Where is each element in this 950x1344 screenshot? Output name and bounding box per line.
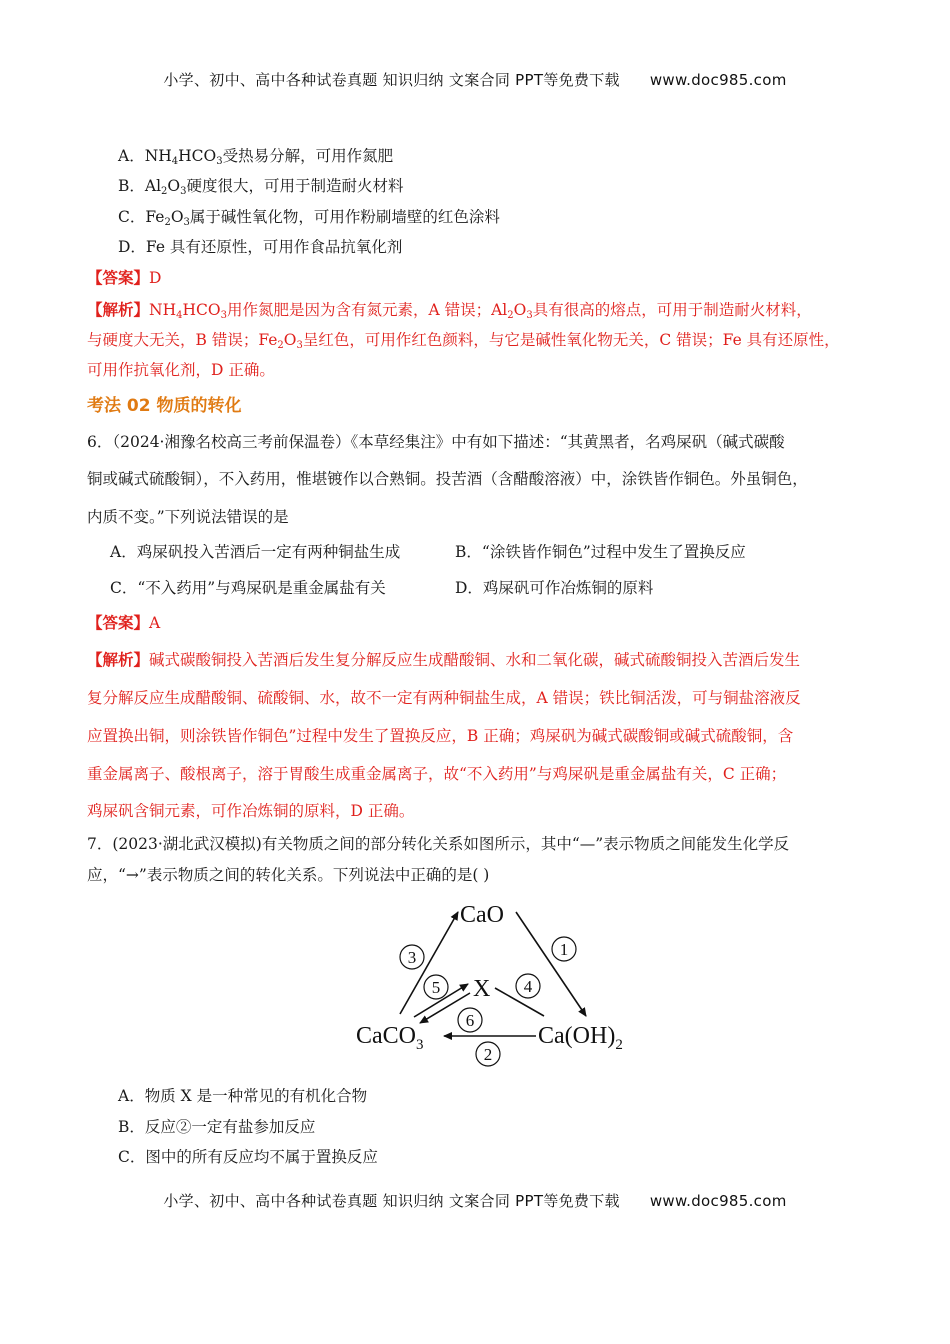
q5-analysis-line-3: 可用作抗氧化剂，D 正确。 bbox=[87, 361, 275, 379]
q6-analysis-line-2: 复分解反应生成醋酸铜、硫酸铜、水，故不一定有两种铜盐生成，A 错误；铁比铜活泼，可与铜盐溶液反 bbox=[87, 689, 801, 707]
svg-text:4: 4 bbox=[523, 977, 533, 996]
q6-analysis-line-4: 重金属离子、酸根离子，溶于胃酸生成重金属离子，故“不入药用”与鸡屎矾是重金属盐有关，C 正确； bbox=[87, 765, 787, 783]
q6-stem-line-1: 6．（2024·湘豫名校高三考前保温卷）《本草经集注》中有如下描述：“其黄黑者，名鸡屎矾（碱式碳酸 bbox=[87, 433, 785, 451]
footer-url[interactable]: www.doc985.com bbox=[649, 1192, 787, 1210]
svg-text:3: 3 bbox=[407, 948, 417, 967]
page-footer bbox=[0, 1190, 950, 1211]
answer-tag: 【答案】 bbox=[87, 613, 150, 632]
q6-option-a: A．鸡屎矾投入苦酒后一定有两种铜盐生成 bbox=[110, 543, 401, 561]
q6-option-c: C．“不入药用”与鸡屎矾是重金属盐有关 bbox=[110, 579, 386, 597]
q6-answer bbox=[87, 611, 160, 633]
node-x: X bbox=[473, 976, 491, 1002]
header-text: 小学、初中、高中各种试卷真题 知识归纳 文案合同 PPT等免费下载 bbox=[163, 71, 620, 89]
svg-text:2: 2 bbox=[483, 1045, 493, 1064]
q7-option-c: C．图中的所有反应均不属于置换反应 bbox=[118, 1148, 378, 1166]
q7-option-a: A．物质 X 是一种常见的有机化合物 bbox=[118, 1087, 368, 1105]
answer-value: A bbox=[149, 614, 161, 632]
circle-label-r2 bbox=[476, 1042, 500, 1066]
q5-option-a: A．$NH_4HCO_3$受热易分解，可用作氮肥 bbox=[118, 147, 394, 167]
answer-value: D bbox=[149, 269, 162, 287]
circle-label-r1 bbox=[552, 937, 576, 961]
conversion-diagram bbox=[350, 890, 640, 1070]
circle-label-r4 bbox=[516, 974, 540, 998]
q7-option-b: B．反应②一定有盐参加反应 bbox=[118, 1118, 316, 1136]
q6-stem-line-2: 铜或碱式硫酸铜），不入药用，惟堪镀作以合熟铜。投苦酒（含醋酸溶液）中，涂铁皆作铜色。外虽铜色， bbox=[87, 470, 808, 488]
q5-option-d: D．Fe 具有还原性，可用作食品抗氧化剂 bbox=[118, 238, 403, 256]
line-r4 bbox=[495, 988, 544, 1016]
arrow-r5 bbox=[414, 984, 468, 1017]
q6-analysis-line-1: 【解析】碱式碳酸铜投入苦酒后发生复分解反应生成醋酸铜、水和二氧化碳，碱式硫酸铜投入苦酒后发生 bbox=[87, 650, 801, 669]
q5-option-b: B．$Al_2O_3$硬度很大，可用于制造耐火材料 bbox=[118, 177, 404, 197]
page-header bbox=[0, 69, 950, 90]
circle-label-r5 bbox=[424, 975, 448, 999]
q7-stem-line-1: 7．(2023·湖北武汉模拟)有关物质之间的部分转化关系如图所示，其中“—”表示物质之间能发生化学反 bbox=[87, 835, 790, 853]
circle-label-r6 bbox=[458, 1008, 482, 1032]
header-url[interactable]: www.doc985.com bbox=[649, 71, 787, 89]
q5-option-c: C．$Fe_2O_3$属于碱性氧化物，可用作粉刷墙壁的红色涂料 bbox=[118, 208, 500, 228]
section-title: 考法 02 物质的转化 bbox=[87, 396, 242, 416]
q5-answer bbox=[87, 266, 161, 288]
analysis-tag: 【解析】 bbox=[87, 650, 150, 669]
q5-analysis-line-2: 与硬度大无关，B 错误；$Fe_2O_3$呈红色，可用作红色颜料，与它是碱性氧化物无关，C 错误；Fe 具有还原性， bbox=[87, 331, 840, 351]
node-cao: CaO bbox=[460, 902, 504, 928]
q7-stem-line-2: 应，“→”表示物质之间的转化关系。下列说法中正确的是( ) bbox=[87, 866, 490, 884]
q6-analysis-line-5: 鸡屎矾含铜元素，可作冶炼铜的原料，D 正确。 bbox=[87, 802, 415, 820]
node-caco3: CaCO$_3$ bbox=[356, 1023, 424, 1053]
analysis-tag: 【解析】 bbox=[87, 300, 150, 319]
node-caoh2: $Ca(OH)_2$ bbox=[538, 1023, 623, 1053]
svg-text:1: 1 bbox=[559, 940, 569, 959]
svg-text:5: 5 bbox=[431, 978, 441, 997]
q6-option-d: D．鸡屎矾可作冶炼铜的原料 bbox=[455, 579, 654, 597]
q6-stem-line-3: 内质不变。”下列说法错误的是 bbox=[87, 508, 289, 526]
q5-analysis-line-1: 【解析】$NH_4HCO_3$用作氮肥是因为含有氮元素，A 错误；$Al_2O_3$具有很高的熔点，可用于制造耐火材料， bbox=[87, 300, 812, 321]
arrow-r1 bbox=[516, 912, 586, 1016]
q6-analysis-line-3: 应置换出铜，则涂铁皆作铜色”过程中发生了置换反应，B 正确；鸡屎矾为碱式碳酸铜或碱式硫酸铜，含 bbox=[87, 727, 794, 745]
circle-label-r3 bbox=[400, 945, 424, 969]
q6-option-b: B．“涂铁皆作铜色”过程中发生了置换反应 bbox=[455, 543, 746, 561]
footer-text: 小学、初中、高中各种试卷真题 知识归纳 文案合同 PPT等免费下载 bbox=[163, 1192, 620, 1210]
answer-tag: 【答案】 bbox=[87, 268, 150, 287]
svg-text:6: 6 bbox=[465, 1011, 475, 1030]
